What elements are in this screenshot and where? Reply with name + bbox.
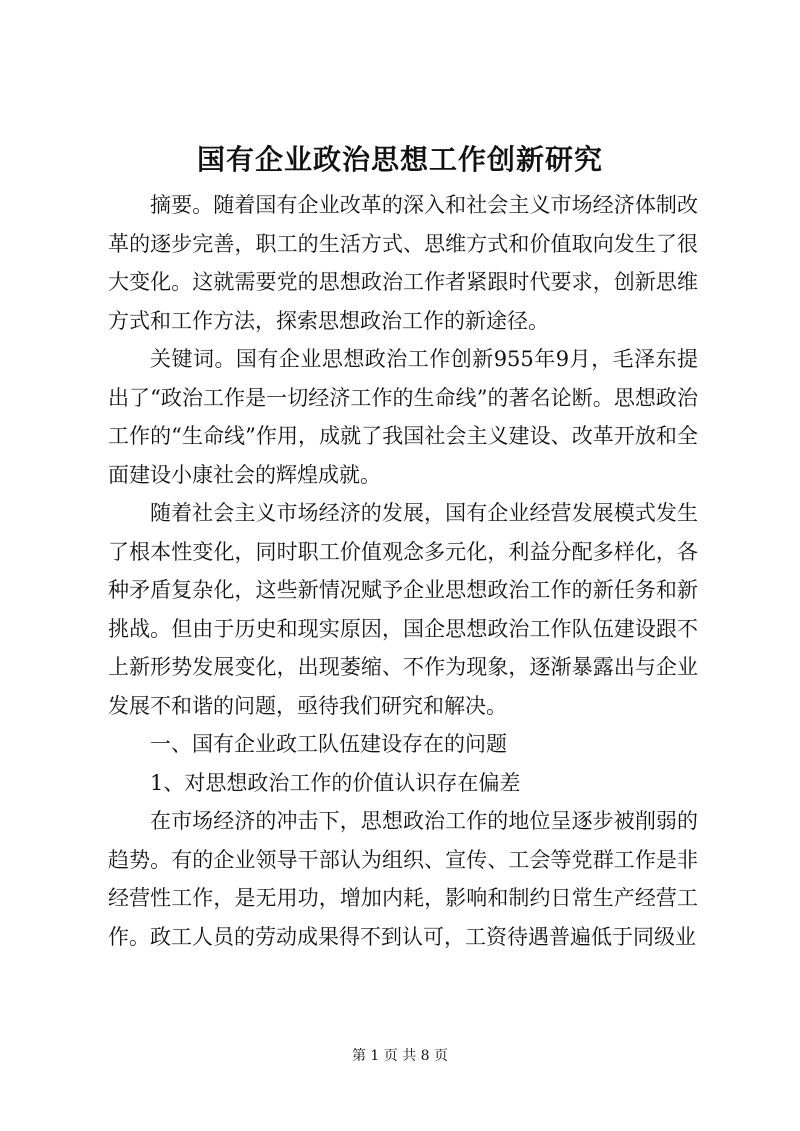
body-paragraph: 随着社会主义市场经济的发展，国有企业经营发展模式发生了根本性变化，同时职工价值观念多元化，利益分配多样化，各种矛盾复杂化，这些新情况赋予企业思想政治工作的新任务和新挑战。但由于历史和现实原因，国企思想政治工作队伍建设跟不上新形势发展变化，出现萎缩、不作为现象，逐渐暴露出与企业发展不和谐的问题，亟待我们研究和解决。 (108, 501, 698, 718)
body-paragraph: 在市场经济的冲击下，思想政治工作的地位呈逐步被削弱的趋势。有的企业领导干部认为组织、宣传、工会等党群工作是非经营性工作，是无用功，增加内耗，影响和制约日常生产经营工作。政工人员的劳动成果得不到认可，工资待遇普遍低于同级业 (108, 809, 698, 949)
abstract-paragraph: 摘要。随着国有企业改革的深入和社会主义市场经济体制改革的逐步完善，职工的生活方式、思维方式和价值取向发生了很大变化。这就需要党的思想政治工作者紧跟时代要求，创新思维方式和工作方法，探索思想政治工作的新途径。 (108, 193, 698, 333)
section-heading: 一、国有企业政工队伍建设存在的问题 (150, 732, 507, 756)
subsection-heading: 1、对思想政治工作的价值认识存在偏差 (150, 770, 521, 795)
keywords-paragraph: 关键词。国有企业思想政治工作创新955年9月，毛泽东提出了“政治工作是一切经济工作的生命线”的著名论断。思想政治工作的“生命线”作用，成就了我国社会主义建设、改革开放和全面建设小康社会的辉煌成就。 (108, 347, 698, 487)
document-body (108, 186, 698, 956)
document-title: 国有企业政治思想工作创新研究 (196, 143, 603, 176)
page-footer: 第 1 页 共 8 页 (351, 1048, 449, 1064)
